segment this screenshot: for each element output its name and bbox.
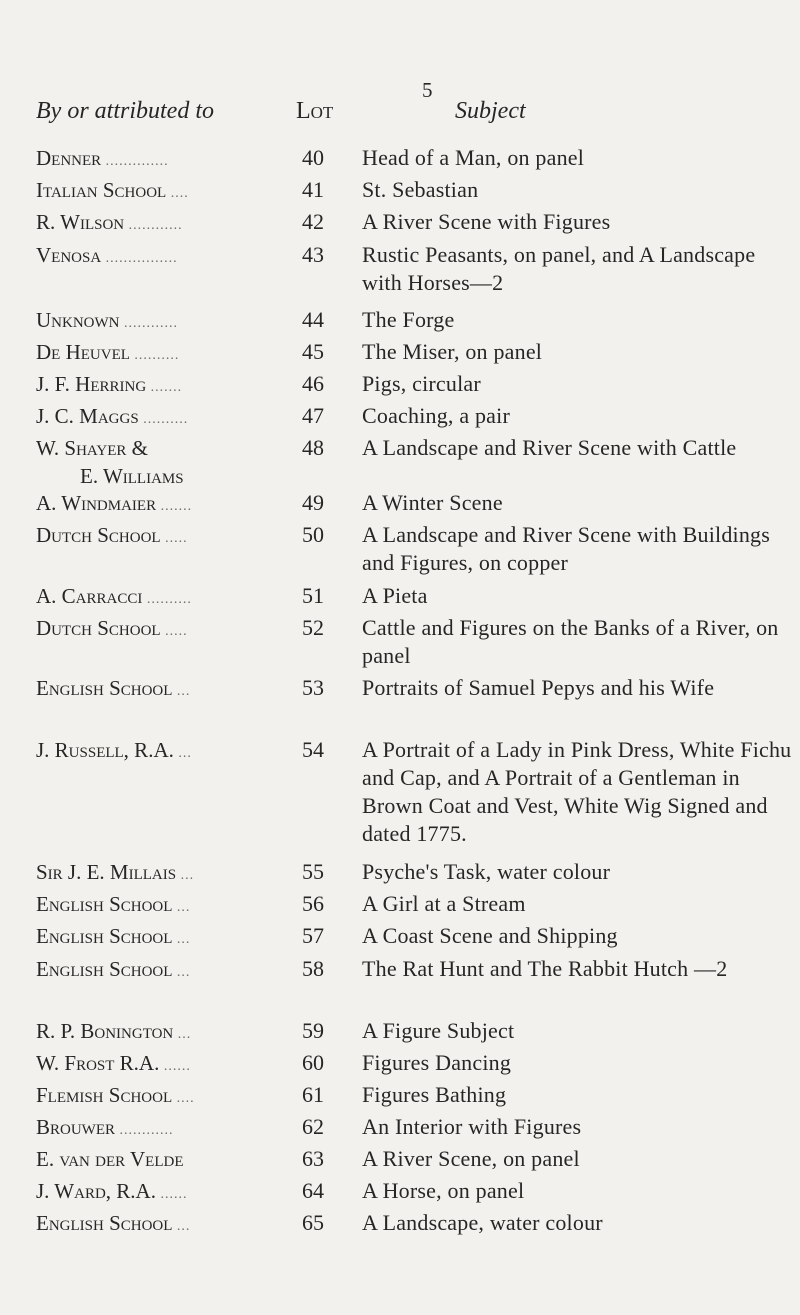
leader-dots: ...... xyxy=(155,1187,188,1202)
lot-subject: An Interior with Figures xyxy=(362,1114,582,1139)
lot-artist xyxy=(36,1113,294,1145)
lot-artist xyxy=(36,1177,294,1209)
artist-name: Denner xyxy=(36,146,102,170)
lot-subject: A River Scene with Figures xyxy=(362,209,611,234)
lot-number: 59 xyxy=(302,1018,324,1043)
lot-number: 48 xyxy=(302,435,324,460)
lot-number: 54 xyxy=(302,737,324,762)
artist-name: English School xyxy=(36,892,173,916)
lot-number: 45 xyxy=(302,339,324,364)
lot-number: 64 xyxy=(302,1178,324,1203)
artist-name: De Heuvel xyxy=(36,340,130,364)
leader-dots: ... xyxy=(173,1027,192,1042)
artist-name: Sir J. E. Millais xyxy=(36,860,177,884)
lot-number: 42 xyxy=(302,209,324,234)
lot-subject: St. Sebastian xyxy=(362,177,479,202)
artist-name: R. Wilson xyxy=(36,210,125,234)
lot-artist xyxy=(36,582,294,614)
lot-number: 49 xyxy=(302,490,324,515)
artist-name: A. Windmaier xyxy=(36,491,157,515)
lot-subject: Coaching, a pair xyxy=(362,403,510,428)
lot-subject: A Horse, on panel xyxy=(362,1178,525,1203)
leader-dots: .... xyxy=(166,186,189,201)
leader-dots: ... xyxy=(172,900,191,915)
leader-dots: ................ xyxy=(101,251,178,266)
lot-number: 58 xyxy=(302,956,324,981)
artist-name: W. Shayer & xyxy=(36,436,148,460)
lot-subject: A Portrait of a Lady in Pink Dress, White Fichu and Cap, and A Portrait of a Gentleman in Brown Coat and Vest, White Wig Signed and dated 1775. xyxy=(362,737,792,846)
lot-number: 62 xyxy=(302,1114,324,1139)
lot-number: 43 xyxy=(302,242,324,267)
leader-dots: .... xyxy=(172,1091,195,1106)
lot-artist xyxy=(36,1017,294,1049)
artist-name-line2: E. Williams xyxy=(80,464,184,488)
lot-artist xyxy=(36,434,294,490)
lot-number: 57 xyxy=(302,923,324,948)
lot-artist xyxy=(36,1049,294,1081)
artist-name: J. F. Herring xyxy=(36,372,147,396)
lot-artist xyxy=(36,521,294,553)
artist-name: Venosa xyxy=(36,243,102,267)
lot-number: 53 xyxy=(302,675,324,700)
lot-subject: The Rat Hunt and The Rabbit Hutch —2 xyxy=(362,956,728,981)
lot-subject: A Landscape and River Scene with Cattle xyxy=(362,435,737,460)
artist-name: English School xyxy=(36,957,173,981)
page-number: 5 xyxy=(422,78,433,102)
lot-subject: Cattle and Figures on the Banks of a River, on panel xyxy=(362,615,779,668)
leader-dots: .......... xyxy=(138,412,189,427)
artist-name: Dutch School xyxy=(36,523,161,547)
leader-dots: ............ xyxy=(115,1123,174,1138)
artist-name: J. C. Maggs xyxy=(36,404,139,428)
leader-dots: ..... xyxy=(160,531,188,546)
artist-name: Flemish School xyxy=(36,1083,173,1107)
leader-dots: ... xyxy=(172,965,191,980)
lot-subject: Rustic Peasants, on panel, and A Landscape with Horses—2 xyxy=(362,242,756,295)
lot-artist xyxy=(36,858,294,890)
artist-name: Italian School xyxy=(36,178,167,202)
column-header-artist: By or attributed to xyxy=(36,98,214,124)
lot-number: 63 xyxy=(302,1146,324,1171)
artist-name: A. Carracci xyxy=(36,584,143,608)
lot-subject: A Pieta xyxy=(362,583,428,608)
lot-number: 52 xyxy=(302,615,324,640)
lot-subject: Pigs, circular xyxy=(362,371,481,396)
lot-subject: A Coast Scene and Shipping xyxy=(362,923,618,948)
lot-artist xyxy=(36,402,294,434)
artist-name: English School xyxy=(36,1211,173,1235)
lot-artist xyxy=(36,176,294,208)
lot-artist xyxy=(36,1081,294,1113)
lot-subject: A Winter Scene xyxy=(362,490,503,515)
artist-name: Brouwer xyxy=(36,1115,116,1139)
lot-artist xyxy=(36,338,294,370)
lot-subject: Figures Dancing xyxy=(362,1050,512,1075)
lot-number: 61 xyxy=(302,1082,324,1107)
lot-number: 44 xyxy=(302,307,324,332)
leader-dots: ... xyxy=(172,1219,191,1234)
leader-dots: ............ xyxy=(124,218,183,233)
column-header-lot: Lot xyxy=(296,98,334,124)
lot-artist xyxy=(36,614,294,646)
lot-artist xyxy=(36,489,294,521)
lot-artist xyxy=(36,890,294,922)
artist-name: Unknown xyxy=(36,308,120,332)
lot-subject: A Landscape and River Scene with Buildings and Figures, on copper xyxy=(362,522,770,575)
lot-artist xyxy=(36,306,294,338)
lot-subject: Figures Bathing xyxy=(362,1082,507,1107)
lot-number: 56 xyxy=(302,891,324,916)
lot-number: 40 xyxy=(302,145,324,170)
lot-subject: A Landscape, water colour xyxy=(362,1210,603,1235)
leader-dots: .......... xyxy=(129,348,180,363)
artist-name: W. Frost R.A. xyxy=(36,1051,160,1075)
lot-number: 65 xyxy=(302,1210,324,1235)
leader-dots: .............. xyxy=(101,154,169,169)
artist-name: J. Russell, R.A. xyxy=(36,738,174,762)
lot-artist xyxy=(36,922,294,954)
lot-subject: A Girl at a Stream xyxy=(362,891,526,916)
lot-artist xyxy=(36,144,294,176)
lot-subject: Portraits of Samuel Pepys and his Wife xyxy=(362,675,715,700)
lot-artist xyxy=(36,241,294,273)
lot-artist xyxy=(36,736,294,768)
artist-name: E. van der Velde xyxy=(36,1147,184,1171)
leader-dots: ....... xyxy=(146,380,183,395)
lot-number: 41 xyxy=(302,177,324,202)
lot-subject: A River Scene, on panel xyxy=(362,1146,580,1171)
lot-artist xyxy=(36,674,294,706)
lot-artist xyxy=(36,1145,294,1173)
lot-number: 46 xyxy=(302,371,324,396)
lot-artist xyxy=(36,955,294,987)
leader-dots: ... xyxy=(172,684,191,699)
leader-dots: ... xyxy=(176,868,195,883)
lot-subject: Psyche's Task, water colour xyxy=(362,859,611,884)
artist-name: English School xyxy=(36,924,173,948)
lot-subject: A Figure Subject xyxy=(362,1018,515,1043)
leader-dots: .......... xyxy=(142,592,192,607)
lot-subject: Head of a Man, on panel xyxy=(362,145,585,170)
leader-dots: ... xyxy=(172,932,191,947)
lot-number: 55 xyxy=(302,859,324,884)
lot-artist xyxy=(36,1209,294,1241)
artist-name: English School xyxy=(36,676,173,700)
lot-subject: The Miser, on panel xyxy=(362,339,543,364)
lot-number: 51 xyxy=(302,583,324,608)
artist-name: J. Ward, R.A. xyxy=(36,1179,156,1203)
lot-artist xyxy=(36,370,294,402)
lot-number: 47 xyxy=(302,403,324,428)
lot-number: 60 xyxy=(302,1050,324,1075)
artist-name: R. P. Bonington xyxy=(36,1019,174,1043)
artist-name: Dutch School xyxy=(36,616,161,640)
lot-subject: The Forge xyxy=(362,307,455,332)
leader-dots: ............ xyxy=(119,316,178,331)
lot-number: 50 xyxy=(302,522,324,547)
column-header-subject: Subject xyxy=(455,98,526,124)
leader-dots: ...... xyxy=(159,1059,191,1074)
lot-artist xyxy=(36,208,294,240)
leader-dots: ....... xyxy=(156,499,193,514)
leader-dots: ..... xyxy=(160,624,188,639)
leader-dots: ... xyxy=(173,746,192,761)
